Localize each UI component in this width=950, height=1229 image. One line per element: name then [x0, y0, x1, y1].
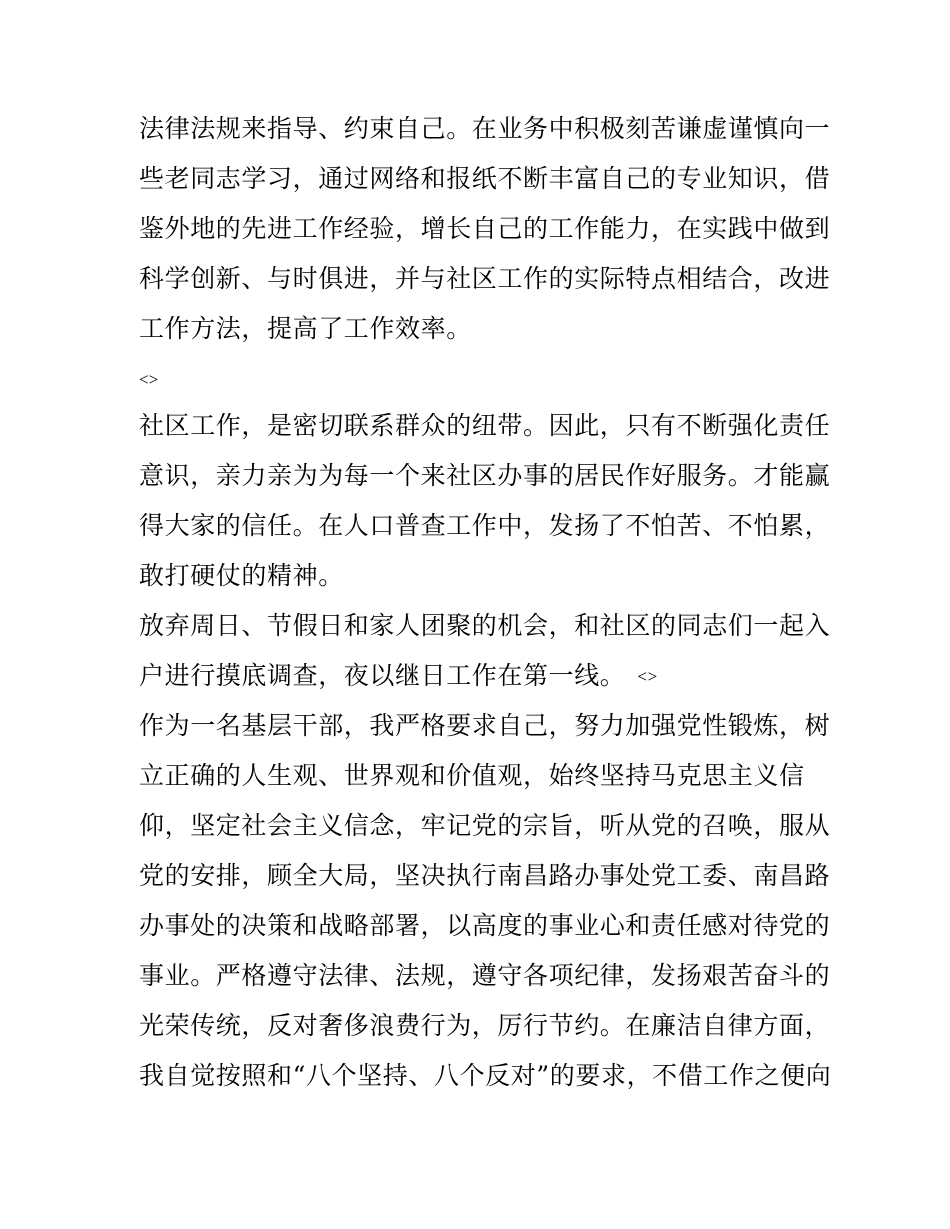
- text-line: 工作方法，提高了工作效率。: [139, 314, 472, 343]
- text-line: 光荣传统，反对奢侈浪费行为，厉行节约。在廉洁自律方面，: [139, 1011, 831, 1040]
- text-line: 得大家的信任。在人口普查工作中，发扬了不怕苦、不怕累，: [139, 511, 831, 540]
- text-line: 些老同志学习，通过网络和报纸不断丰富自己的专业知识，借: [139, 164, 831, 193]
- text-line: 鉴外地的先进工作经验，增长自己的工作能力，在实践中做到: [139, 214, 831, 243]
- text-line: 敢打硬仗的精神。: [139, 561, 344, 590]
- text-line: 我自觉按照和“八个坚持、八个反对”的要求，不借工作之便向: [139, 1061, 832, 1090]
- text-line-content: 户进行摸底调查，夜以继日工作在第一线。: [139, 661, 626, 690]
- text-line: 放弃周日、节假日和家人团聚的机会，和社区的同志们一起入: [139, 611, 831, 640]
- text-line: 仰，坚定社会主义信念，牢记党的宗旨，听从党的召唤，服从: [139, 811, 831, 840]
- text-line: 立正确的人生观、世界观和价值观，始终坚持马克思主义信: [139, 761, 805, 790]
- text-line: 党的安排，顾全大局，坚决执行南昌路办事处党工委、南昌路: [139, 861, 831, 890]
- text-line: 科学创新、与时俱进，并与社区工作的实际特点相结合，改进: [139, 264, 831, 293]
- text-line: 事业。严格遵守法律、法规，遵守各项纪律，发扬艰苦奋斗的: [139, 961, 831, 990]
- text-line: 法律法规来指导、约束自己。在业务中积极刻苦谦虚谨慎向一: [139, 114, 831, 143]
- text-line-with-mark: [139, 660, 819, 693]
- text-line: 意识，亲力亲为为每一个来社区办事的居民作好服务。才能赢: [139, 461, 831, 490]
- separator-mark: <>: [139, 370, 159, 389]
- text-line: 办事处的决策和战略部署，以高度的事业心和责任感对待党的: [139, 911, 831, 940]
- text-line: 社区工作，是密切联系群众的纽带。因此，只有不断强化责任: [139, 411, 831, 440]
- separator-mark: <>: [637, 667, 658, 686]
- text-line: 作为一名基层干部，我严格要求自己，努力加强党性锻炼，树: [139, 711, 831, 740]
